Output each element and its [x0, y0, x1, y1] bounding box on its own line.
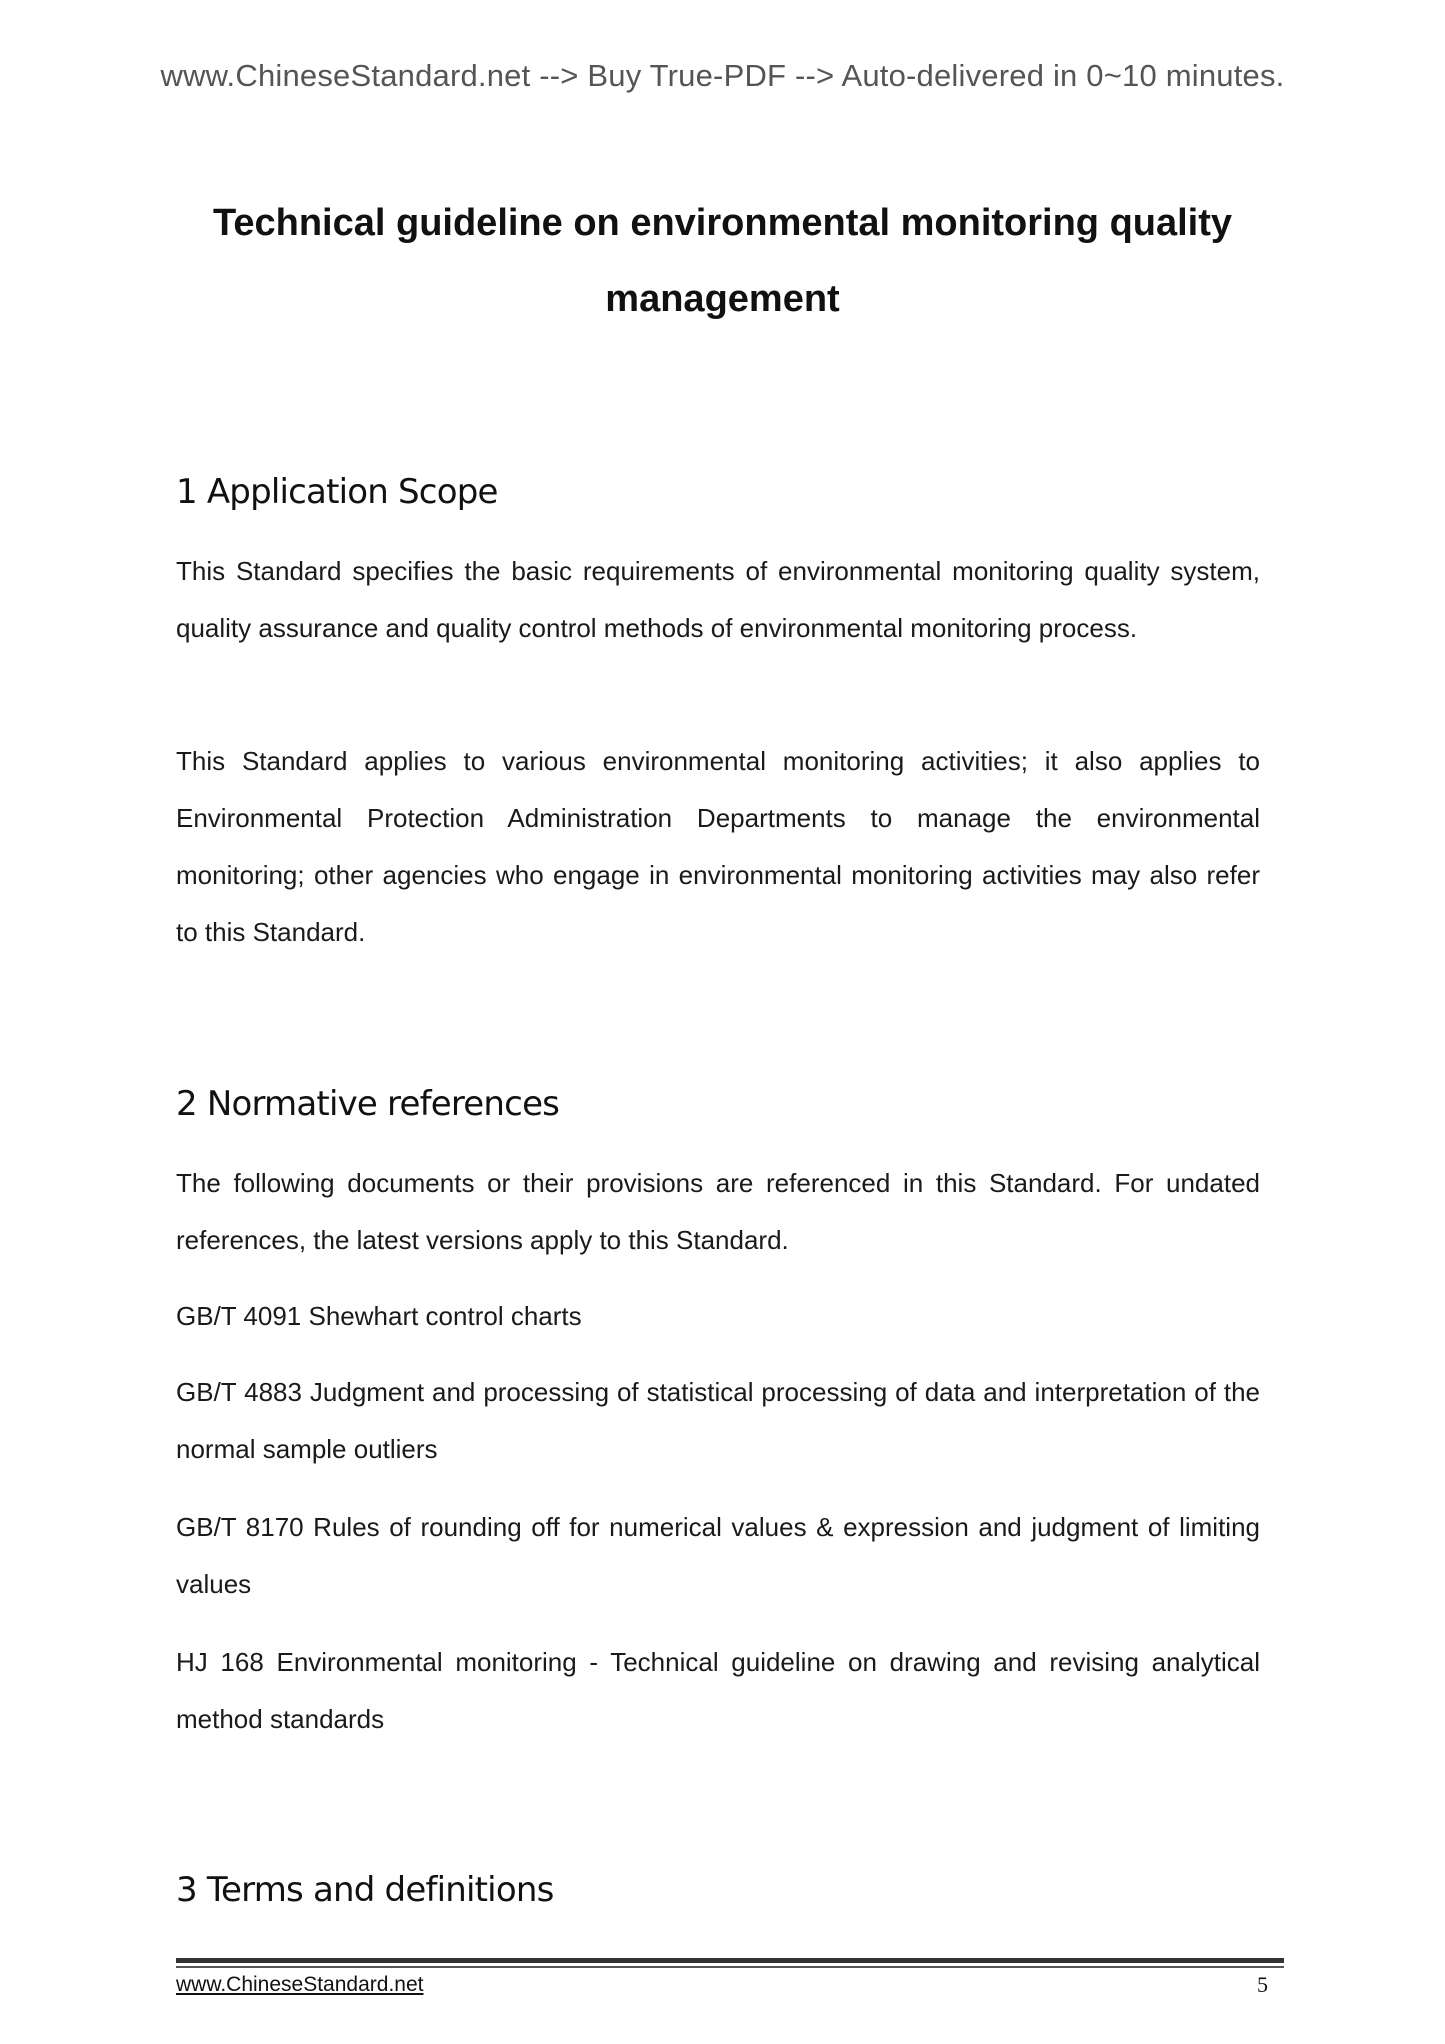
reference-text: GB/T 4883 Judgment and processing of statistical processing of data and interpretation of the normal sample outliers: [176, 1377, 1260, 1464]
section-terms-definitions: [176, 1870, 1260, 1910]
page-number: 5: [1257, 1972, 1268, 1997]
footer-divider-thin: [176, 1966, 1284, 1968]
section-heading: 2 Normative references: [176, 1084, 560, 1124]
reference-item-3: [176, 1499, 1260, 1613]
paragraph: This Standard specifies the basic requirements of environmental monitoring quality system, quality assurance and quality control methods of environmental monitoring process.: [176, 556, 1260, 643]
section-heading: 1 Application Scope: [176, 472, 498, 512]
footer-divider: [176, 1958, 1284, 1963]
section-normative-references: [176, 1084, 1260, 1124]
section-heading: 3 Terms and definitions: [176, 1870, 554, 1910]
reference-item-1: [176, 1288, 1260, 1345]
reference-text: GB/T 4091 Shewhart control charts: [176, 1301, 582, 1331]
paragraph: The following documents or their provisions are referenced in this Standard. For undated references, the latest versions apply to this Standard.: [176, 1168, 1260, 1255]
paragraph: This Standard applies to various environmental monitoring activities; it also applies to Environmental Protection Administration Departments to manage the environmental monitoring; other agencies who engage in environmental monitoring activities may also refer to this Standard.: [176, 746, 1260, 947]
section-1-body-2: [176, 733, 1260, 961]
document-title-line-1: Technical guideline on environmental monitoring quality: [212, 202, 1233, 244]
document-title: [150, 185, 1295, 337]
reference-item-2: [176, 1364, 1260, 1478]
section-2-intro: [176, 1155, 1260, 1269]
section-1-body: [176, 543, 1260, 657]
footer-website-link[interactable]: www.ChineseStandard.net: [176, 1973, 424, 1996]
document-title-line-2: management: [605, 278, 840, 320]
header-banner: www.ChineseStandard.net --> Buy True-PDF --> Auto-delivered in 0~10 minutes.: [160, 58, 1285, 93]
reference-item-4: [176, 1634, 1260, 1748]
section-application-scope: [176, 472, 1260, 512]
reference-text: HJ 168 Environmental monitoring - Technical guideline on drawing and revising analytical method standards: [176, 1647, 1260, 1734]
reference-text: GB/T 8170 Rules of rounding off for numerical values & expression and judgment of limiting values: [176, 1512, 1260, 1599]
